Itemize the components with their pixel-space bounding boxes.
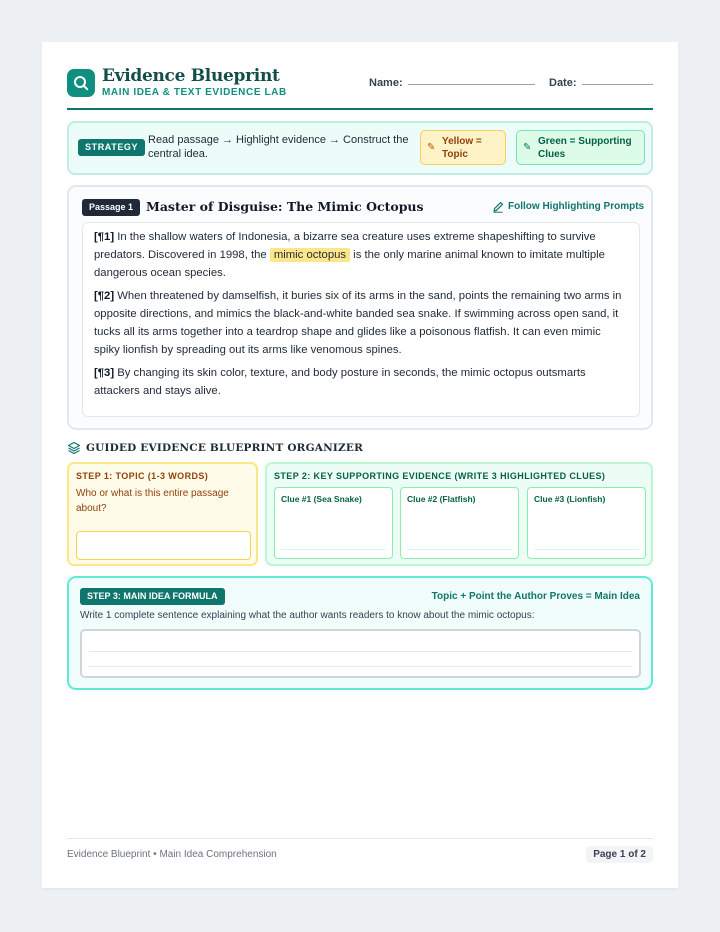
strategy-text: Read passage → Highlight evidence → Construct the central idea. xyxy=(148,134,409,160)
clue-3-box[interactable] xyxy=(527,487,646,559)
search-icon xyxy=(67,69,95,97)
step3-instruction: Write 1 complete sentence explaining what the author wants readers to know about the mimic octopus: xyxy=(80,610,535,621)
layers-icon xyxy=(67,441,81,455)
date-field[interactable] xyxy=(582,84,653,85)
clue-2-title: Clue #2 (Flatfish) xyxy=(407,494,476,504)
paragraph-text: By changing its skin color, texture, and body posture in seconds, the mimic octopus outsmarts attackers and stays alive. xyxy=(94,367,586,397)
passage-text xyxy=(82,222,640,417)
paragraph-text: is the only marine animal known to imitate multiple dangerous ocean species. xyxy=(94,249,605,279)
paragraph-3 xyxy=(94,364,628,400)
step3-badge: STEP 3: MAIN IDEA FORMULA xyxy=(80,588,225,605)
strategy-bar xyxy=(67,121,653,175)
writing-line xyxy=(89,666,632,667)
date-label: Date: xyxy=(549,77,577,89)
worksheet-subtitle: MAIN IDEA & TEXT EVIDENCE LAB xyxy=(102,87,287,98)
organizer-title: GUIDED EVIDENCE BLUEPRINT ORGANIZER xyxy=(86,442,364,454)
step1-question: Who or what is this entire passage about? xyxy=(76,488,229,514)
follow-highlighting-prompts: Follow Highlighting Prompts xyxy=(508,201,645,212)
step1-topic-box xyxy=(67,462,258,566)
clue-1-box[interactable] xyxy=(274,487,393,559)
main-idea-formula: Topic + Point the Author Proves = Main Idea xyxy=(431,591,640,602)
clue-3-title: Clue #3 (Lionfish) xyxy=(534,494,606,504)
step2-evidence-box xyxy=(265,462,653,566)
green-clues-key xyxy=(516,130,645,165)
topic-highlight: mimic octopus xyxy=(270,248,350,262)
name-field[interactable] xyxy=(408,84,535,85)
main-idea-answer-field[interactable] xyxy=(80,629,641,678)
topic-input[interactable] xyxy=(76,531,251,560)
highlighter-icon: ✎ xyxy=(427,142,436,153)
passage-badge: Passage 1 xyxy=(82,199,140,216)
step3-main-idea-box xyxy=(67,576,653,690)
writing-line xyxy=(407,549,512,550)
paragraph-1 xyxy=(94,228,628,282)
worksheet-page xyxy=(42,42,678,888)
writing-line xyxy=(534,549,639,550)
step1-label: STEP 1: TOPIC (1-3 WORDS) xyxy=(76,471,209,481)
pencil-icon xyxy=(492,201,504,213)
paragraph-2 xyxy=(94,287,628,359)
name-label: Name: xyxy=(369,77,403,89)
yellow-topic-key xyxy=(420,130,506,165)
passage-card xyxy=(67,185,653,430)
paragraph-number: [¶2] xyxy=(94,290,115,302)
paragraph-number: [¶3] xyxy=(94,367,115,379)
clue-1-title: Clue #1 (Sea Snake) xyxy=(281,494,362,504)
footer-text: Evidence Blueprint • Main Idea Comprehension xyxy=(67,849,277,860)
paragraph-text: In the shallow waters of Indonesia, a bizarre sea creature uses extreme shapeshifting to survive predators. Discovered in 1998, the xyxy=(94,231,596,261)
highlighter-icon: ✎ xyxy=(523,142,532,153)
page-number: Page 1 of 2 xyxy=(586,846,653,863)
page-header xyxy=(67,66,653,110)
paragraph-text: When threatened by damselfish, it buries six of its arms in the sand, points the remaining two arms in opposite directions, and mimics the black-and-white banded sea snake. If swimming across open sand, it tucks all its arms together into a teardrop shape and glides like a poisonous flatfish. It can even mimic spiky lionfish by spreading out its arms like venomous spines. xyxy=(94,290,622,356)
paragraph-number: [¶1] xyxy=(94,231,115,243)
footer-divider xyxy=(67,838,653,839)
step2-label: STEP 2: KEY SUPPORTING EVIDENCE (WRITE 3 HIGHLIGHTED CLUES) xyxy=(274,471,606,481)
writing-line xyxy=(89,651,632,652)
writing-line xyxy=(281,549,386,550)
yellow-topic-label: Yellow = Topic xyxy=(442,136,482,160)
worksheet-title: Evidence Blueprint xyxy=(102,66,280,86)
green-clues-label: Green = Supporting Clues xyxy=(538,136,632,160)
clue-2-box[interactable] xyxy=(400,487,519,559)
strategy-badge: STRATEGY xyxy=(78,139,145,156)
passage-title: Master of Disguise: The Mimic Octopus xyxy=(146,199,424,214)
